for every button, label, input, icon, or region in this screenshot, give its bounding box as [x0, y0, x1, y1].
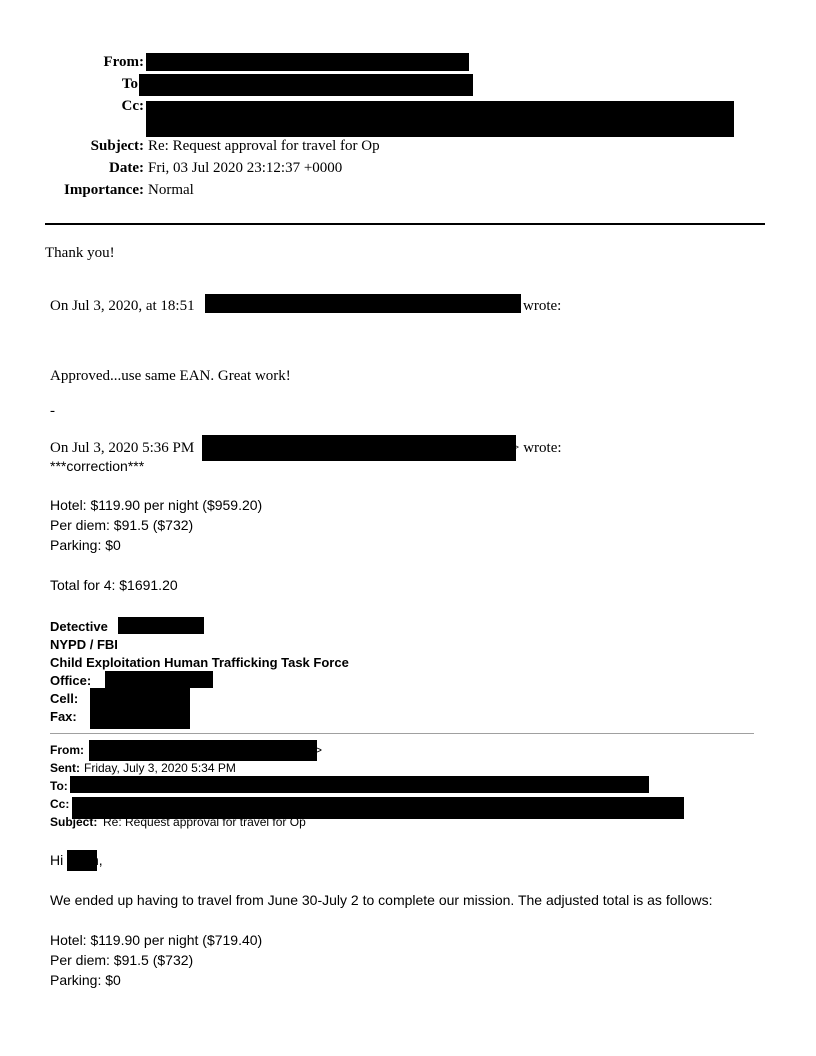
greeting-suffix: n,	[91, 852, 103, 868]
sig-fax-label: Fax:	[50, 709, 77, 724]
quote2-intro: On Jul 3, 2020 5:36 PM	[50, 440, 195, 456]
redacted-fwd-from	[89, 740, 317, 761]
redacted-from	[146, 53, 469, 71]
importance-value: Normal	[148, 182, 194, 198]
redacted-office-phone	[105, 671, 213, 688]
subject-label: Subject:	[90, 138, 144, 154]
redacted-fwd-to	[70, 776, 649, 793]
cc-label: Cc:	[121, 98, 144, 114]
perdiem-line-1: Per diem: $91.5 ($732)	[50, 517, 194, 533]
sig-unit: Child Exploitation Human Trafficking Task Force	[50, 655, 349, 670]
hotel-line-2: Hotel: $119.90 per night ($719.40)	[50, 932, 263, 948]
header-divider	[45, 223, 765, 225]
dash-text: -	[50, 403, 55, 419]
sig-cell-label: Cell:	[50, 691, 79, 706]
sig-org: NYPD / FBI	[50, 637, 118, 652]
fwd-message: We ended up having to travel from June 30-July 2 to complete our mission. The adjusted total is as follows:	[50, 892, 713, 908]
fwd-sent-label: Sent:	[50, 761, 80, 775]
importance-label: Importance:	[64, 182, 144, 198]
quote1-wrote: wrote:	[523, 298, 562, 314]
redacted-quote1-sender	[205, 294, 521, 313]
fwd-subject-label: Subject:	[50, 815, 98, 829]
date-value: Fri, 03 Jul 2020 23:12:37 +0000	[148, 160, 343, 176]
total-line-1: Total for 4: $1691.20	[50, 577, 178, 593]
greeting-prefix: Hi	[50, 852, 64, 868]
date-label: Date:	[109, 160, 144, 176]
redacted-quote2-sender	[202, 435, 516, 461]
subject-value: Re: Request approval for travel for Op	[148, 138, 380, 154]
to-label: To	[121, 76, 138, 92]
approved-text: Approved...use same EAN. Great work!	[50, 368, 291, 384]
fwd-subject-value: Re: Request approval for travel for Op	[103, 815, 306, 829]
redacted-to	[139, 74, 473, 96]
redacted-cell-fax	[90, 688, 190, 729]
fwd-from-label: From:	[50, 743, 84, 757]
quote2-wrote: > wrote:	[511, 440, 562, 456]
hotel-line-1: Hotel: $119.90 per night ($959.20)	[50, 497, 263, 513]
perdiem-line-2: Per diem: $91.5 ($732)	[50, 952, 194, 968]
fwd-to-label: To:	[50, 779, 68, 793]
from-label: From:	[103, 54, 144, 70]
parking-line-2: Parking: $0	[50, 972, 121, 988]
thanks-text: Thank you!	[45, 245, 115, 261]
sig-title: Detective	[50, 619, 108, 634]
fwd-from-suffix: >	[315, 743, 323, 757]
fwd-cc-label: Cc:	[50, 797, 70, 811]
redacted-sig-name	[118, 617, 204, 634]
correction-text: ***correction***	[50, 458, 145, 474]
sig-office-label: Office:	[50, 673, 92, 688]
forward-divider	[50, 733, 754, 734]
quote1-intro: On Jul 3, 2020, at 18:51	[50, 298, 195, 314]
parking-line-1: Parking: $0	[50, 537, 121, 553]
redacted-cc	[146, 101, 734, 137]
fwd-sent-value: Friday, July 3, 2020 5:34 PM	[84, 761, 236, 775]
